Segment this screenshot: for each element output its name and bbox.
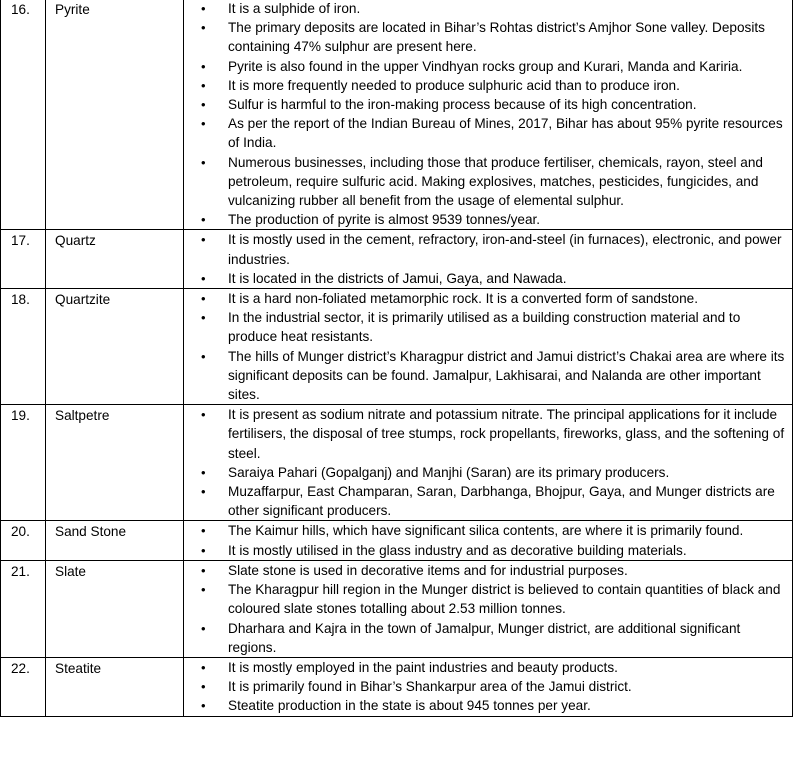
mineral-description (184, 521, 793, 560)
bullet-list (184, 230, 786, 288)
table-row (1, 657, 793, 716)
list-item: • Saraiya Pahari (Gopalganj) and Manjhi (Saran) are its primary producers. (184, 463, 786, 482)
row-number: 21. (1, 560, 46, 657)
list-item: • Steatite production in the state is about 945 tonnes per year. (184, 696, 786, 715)
table-row (1, 0, 793, 230)
list-item: • As per the report of the Indian Bureau of Mines, 2017, Bihar has about 95% pyrite resources of India. (184, 114, 786, 152)
row-number: 17. (1, 230, 46, 289)
list-item: • Muzaffarpur, East Champaran, Saran, Darbhanga, Bhojpur, Gaya, and Munger districts are other significant producers. (184, 482, 786, 520)
mineral-name: Steatite (46, 657, 184, 716)
table-row (1, 289, 793, 405)
bullet-list (184, 561, 786, 657)
mineral-description (184, 560, 793, 657)
mineral-name: Quartzite (46, 289, 184, 405)
bullet-list (184, 0, 786, 229)
list-item: • The production of pyrite is almost 9539 tonnes/year. (184, 210, 786, 229)
list-item: • Numerous businesses, including those that produce fertiliser, chemicals, rayon, steel and petroleum, require sulfuric acid. Making explosives, matches, pesticides, fungicides, and vulcanizing rubber all benefit from the usage of elemental sulphur. (184, 153, 786, 211)
row-number: 20. (1, 521, 46, 560)
bullet-list (184, 521, 786, 559)
mineral-description (184, 657, 793, 716)
table-row (1, 405, 793, 521)
list-item: • It is more frequently needed to produce sulphuric acid than to produce iron. (184, 76, 786, 95)
list-item: • In the industrial sector, it is primarily utilised as a building construction material and to produce heat resistants. (184, 308, 786, 346)
list-item: • It is a sulphide of iron. (184, 0, 786, 18)
bullet-list (184, 405, 786, 520)
minerals-table-body (1, 0, 793, 716)
list-item: • Dharhara and Kajra in the town of Jamalpur, Munger district, are additional significant regions. (184, 619, 786, 657)
list-item: • It is located in the districts of Jamui, Gaya, and Nawada. (184, 269, 786, 288)
bullet-list (184, 658, 786, 716)
row-number: 19. (1, 405, 46, 521)
mineral-description (184, 405, 793, 521)
table-row (1, 230, 793, 289)
mineral-description (184, 230, 793, 289)
row-number: 16. (1, 0, 46, 230)
list-item: • It is mostly utilised in the glass industry and as decorative building materials. (184, 541, 786, 560)
mineral-name: Quartz (46, 230, 184, 289)
list-item: • It is mostly used in the cement, refractory, iron-and-steel (in furnaces), electronic, and power industries. (184, 230, 786, 268)
list-item: • It is mostly employed in the paint industries and beauty products. (184, 658, 786, 677)
list-item: • It is present as sodium nitrate and potassium nitrate. The principal applications for it include fertilisers, the disposal of tree stumps, rock propellants, fireworks, glass, and the softening of steel. (184, 405, 786, 463)
list-item: • The primary deposits are located in Bihar’s Rohtas district’s Amjhor Sone valley. Deposits containing 47% sulphur are present here. (184, 18, 786, 56)
row-number: 18. (1, 289, 46, 405)
list-item: • It is a hard non-foliated metamorphic rock. It is a converted form of sandstone. (184, 289, 786, 308)
row-number: 22. (1, 657, 46, 716)
list-item: • Slate stone is used in decorative items and for industrial purposes. (184, 561, 786, 580)
mineral-description (184, 289, 793, 405)
list-item: • The Kaimur hills, which have significant silica contents, are where it is primarily found. (184, 521, 786, 540)
list-item: • Pyrite is also found in the upper Vindhyan rocks group and Kurari, Manda and Kariria. (184, 57, 786, 76)
mineral-name: Sand Stone (46, 521, 184, 560)
list-item: • The Kharagpur hill region in the Munger district is believed to contain quantities of black and coloured slate stones totalling about 2.53 million tonnes. (184, 580, 786, 618)
mineral-description (184, 0, 793, 230)
table-row (1, 560, 793, 657)
mineral-name: Pyrite (46, 0, 184, 230)
list-item: • The hills of Munger district’s Kharagpur district and Jamui district’s Chakai area are where its significant deposits can be found. Jamalpur, Lakhisarai, and Nalanda are other important sites. (184, 347, 786, 405)
list-item: • It is primarily found in Bihar’s Shankarpur area of the Jamui district. (184, 677, 786, 696)
mineral-name: Saltpetre (46, 405, 184, 521)
mineral-name: Slate (46, 560, 184, 657)
bullet-list (184, 289, 786, 404)
table-row (1, 521, 793, 560)
list-item: • Sulfur is harmful to the iron-making process because of its high concentration. (184, 95, 786, 114)
